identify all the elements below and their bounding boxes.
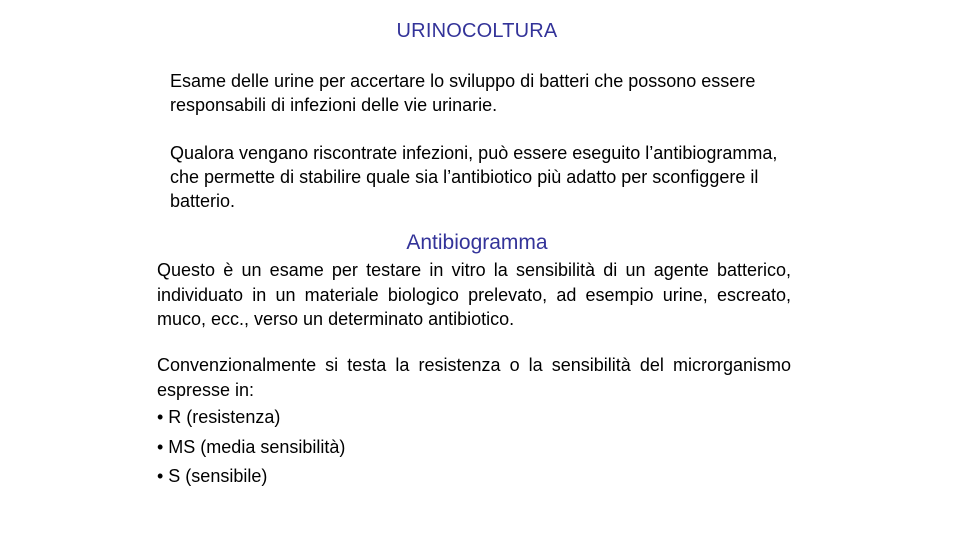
list-item: • S (sensibile) [157, 466, 268, 486]
section-paragraph-2: Convenzionalmente si testa la resistenza o la sensibilità del microrganismo espresse in: [157, 355, 791, 400]
intro-paragraph-1: Esame delle urine per accertare lo sviluppo di batteri che possono essere responsabili di infezioni delle vie urinarie. [170, 71, 756, 115]
list-item: • R (resistenza) [157, 407, 281, 427]
page-title: URINOCOLTURA [396, 20, 558, 42]
section-title: Antibiogramma [406, 231, 548, 254]
section-paragraph-1: Questo è un esame per testare in vitro la sensibilità di un agente batterico, individuato in un materiale biologico prelevato, ad esempio urine, escreato, muco, ecc., verso un determinato antibiotico. [157, 260, 791, 329]
list-item: • MS (media sensibilità) [157, 436, 346, 457]
intro-paragraph-2: Qualora vengano riscontrate infezioni, può essere eseguito l’antibiogramma, che permette di stabilire quale sia l’antibiotico più adatto per sconfiggere il batterio. [170, 143, 778, 211]
bullet-list [157, 403, 345, 492]
